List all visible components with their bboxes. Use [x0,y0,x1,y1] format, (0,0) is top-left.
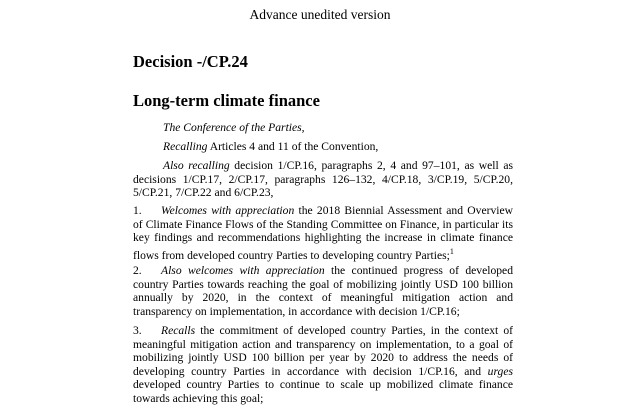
preamble-intro [133,121,543,135]
paragraph-2-keyword: Also welcomes with appreciation [161,264,325,277]
paragraph-1-keyword: Welcomes with appreciation [161,204,295,217]
operative-paragraph-1 [133,204,513,262]
section-title: Long-term climate finance [133,91,320,110]
paragraph-3-text-a: the commitment of developed country Parties, in the context of meaningful mitigation action and transparency on implementation, to a goal of mobilizing jointly USD 100 billion per year by 2020 to address the needs of developing country Parties in accordance with decision 1/CP.16, and [133,324,513,378]
preamble-recalling [133,140,543,154]
recalling-keyword: Recalling [163,140,208,153]
also-recalling-text: decision 1/CP.16, paragraphs 2, 4 and 97–101, as well as decisions 1/CP.17, 2/CP.17, paragraphs 126–132, 4/CP.18, 3/CP.19, 5/CP.20, 5/CP.21, 7/CP.22 and 6/CP.23, [133,159,513,200]
operative-paragraph-3 [133,324,513,406]
decision-title: Decision -/CP.24 [133,52,248,71]
paragraph-1-text: the 2018 Biennial Assessment and Overview of Climate Finance Flows of the Standing Committee on Finance, in particular its key findings and recommendations highlighting the increase in climate finance flows from developed country Parties to developing country Parties; [133,204,513,262]
paragraph-number-3: 3. [133,324,142,337]
paragraph-3-keyword-urges: urges [487,364,513,378]
recalling-text: Articles 4 and 11 of the Convention, [207,140,379,153]
paragraph-2-text: the continued progress of developed country Parties towards reaching the goal of mobilizing jointly USD 100 billion annually by 2020, in the context of meaningful mitigation action and transparency on implementation, in accordance with decision 1/CP.16; [133,264,513,318]
preamble-also-recalling [133,159,513,200]
footnote-ref-1[interactable]: 1 [449,246,454,256]
operative-paragraph-2 [133,264,513,318]
paragraph-3-text-b: developed country Parties to continue to scale up mobilized climate finance towards achieving this goal; [133,378,513,405]
advance-version-note: Advance unedited version [249,7,391,22]
also-recalling-keyword: Also recalling [163,159,230,172]
paragraph-number-1: 1. [133,204,142,217]
paragraph-number-2: 2. [133,264,142,277]
paragraph-3-keyword: Recalls [161,324,196,337]
preamble-intro-text: The Conference of the Parties, [163,121,305,134]
